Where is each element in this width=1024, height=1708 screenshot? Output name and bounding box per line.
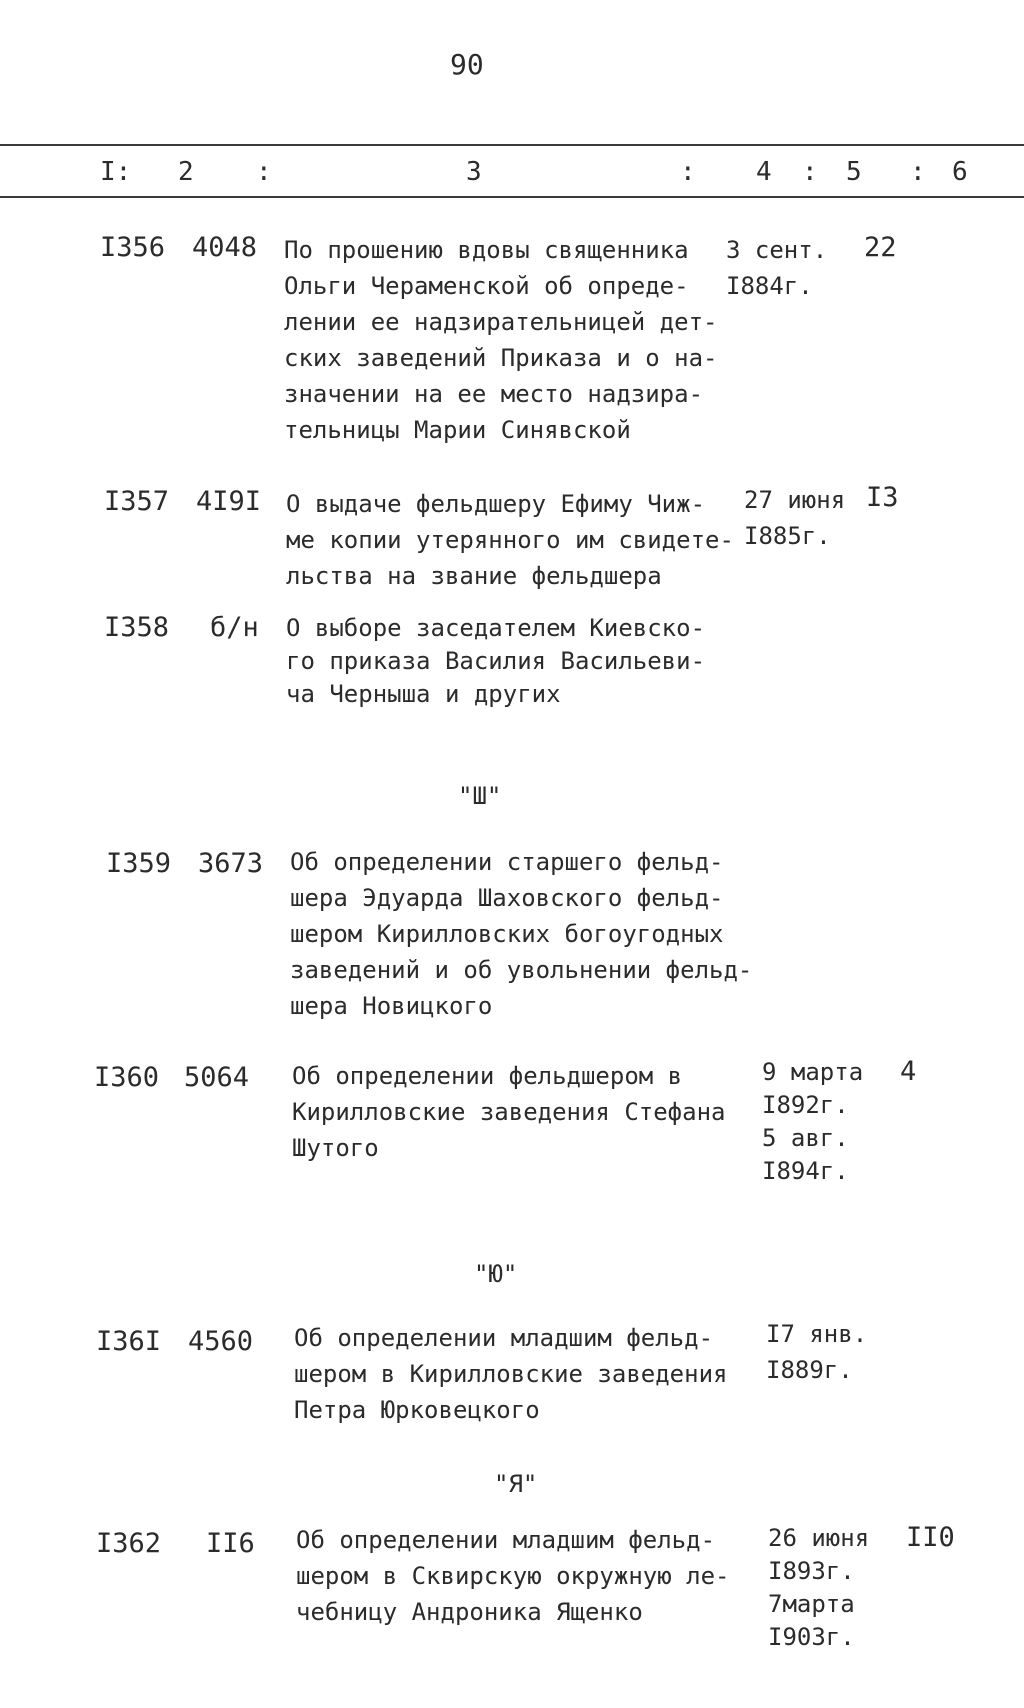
col-sep: : [802, 157, 818, 187]
sheet-count: II0 [906, 1522, 955, 1553]
entry-number: I356 [100, 232, 166, 263]
date-line: I7 янв. [766, 1320, 868, 1348]
col-header-3: 3 [466, 157, 482, 187]
entry-dates [766, 1316, 867, 1388]
file-number: 5064 [184, 1062, 250, 1093]
description-line: Кирилловские заведения Стефана [292, 1098, 726, 1126]
description-line: тельницы Марии Синявской [284, 416, 631, 444]
date-line: 7марта [768, 1590, 855, 1618]
entry-description [286, 612, 705, 711]
file-number: 4I9I [196, 486, 262, 517]
page-number: 90 [450, 48, 484, 81]
description-line: го приказа Василия Васильеви- [286, 647, 706, 675]
description-line: льства на звание фельдшера [286, 562, 662, 590]
file-number: II6 [206, 1528, 255, 1559]
date-line: 3 сент. [726, 236, 828, 264]
description-line: Об определении младшим фельд- [294, 1324, 714, 1352]
description-line: Петра Юрковецкого [294, 1396, 540, 1424]
entry-description [284, 232, 717, 448]
col-header-5: 5 [846, 157, 862, 187]
date-line: I889г. [766, 1356, 853, 1384]
description-line: заведений и об увольнении фельд- [290, 956, 753, 984]
file-number: 3673 [198, 848, 264, 879]
date-line: 5 авг. [762, 1124, 849, 1152]
file-number: б/н [210, 612, 259, 643]
entry-number: I359 [106, 848, 172, 879]
entry-description [294, 1320, 727, 1428]
col-header-6: 6 [952, 157, 968, 187]
entry-number: I360 [94, 1062, 160, 1093]
description-line: шером в Кирилловские заведения [294, 1360, 728, 1388]
description-line: По прошению вдовы священника [284, 236, 689, 264]
entry-dates [762, 1056, 863, 1188]
date-line: 26 июня [768, 1524, 870, 1552]
description-line: ме копии утерянного им свидете- [286, 526, 734, 554]
date-line: I892г. [762, 1091, 849, 1119]
description-line: шера Эдуарда Шаховского фельд- [290, 884, 724, 912]
col-sep: : [910, 157, 926, 187]
entry-description [286, 486, 734, 594]
header-rule-bottom [0, 196, 1024, 198]
date-line: I893г. [768, 1557, 855, 1585]
description-line: Ольги Чераменской об опреде- [284, 272, 689, 300]
entry-dates [744, 482, 845, 554]
description-line: чебницу Андроника Ященко [296, 1598, 643, 1626]
entry-description [292, 1058, 725, 1166]
description-line: шером в Сквирскую окружную ле- [296, 1562, 730, 1590]
description-line: О выдаче фельдшеру Ефиму Чиж- [286, 490, 706, 518]
date-line: I894г. [762, 1157, 849, 1185]
date-line: 27 июня [744, 486, 846, 514]
description-line: Об определении старшего фельд- [290, 848, 724, 876]
entry-number: I358 [104, 612, 170, 643]
sheet-count: I3 [866, 482, 899, 513]
entry-dates [768, 1522, 869, 1654]
date-line: I884г. [726, 272, 813, 300]
entry-dates [726, 232, 827, 304]
section-heading-ya: "Я" [494, 1470, 538, 1498]
description-line: Шутого [292, 1134, 379, 1162]
description-line: шера Новицкого [290, 992, 493, 1020]
file-number: 4560 [188, 1326, 254, 1357]
description-line: шером Кирилловских богоугодных [290, 920, 724, 948]
entry-number: I36I [96, 1326, 162, 1357]
description-line: О выборе заседателем Киевско- [286, 614, 706, 642]
description-line: ча Черныша и других [286, 680, 561, 708]
entry-description [296, 1522, 729, 1630]
description-line: ских заведений Приказа и о на- [284, 344, 718, 372]
col-sep: : [680, 157, 696, 187]
file-number: 4048 [192, 232, 258, 263]
description-line: Об определении фельдшером в [292, 1062, 683, 1090]
date-line: I903г. [768, 1623, 855, 1651]
entry-description [290, 844, 752, 1024]
date-line: 9 марта [762, 1058, 864, 1086]
entry-number: I362 [96, 1528, 162, 1559]
section-heading-yu: "Ю" [474, 1260, 518, 1288]
description-line: лении ее надзирательницей дет- [284, 308, 718, 336]
col-sep: : [256, 157, 272, 187]
description-line: Об определении младшим фельд- [296, 1526, 716, 1554]
col-header-4: 4 [756, 157, 772, 187]
section-heading-sha: "Ш" [458, 782, 502, 810]
sheet-count: 22 [864, 232, 897, 263]
sheet-count: 4 [900, 1056, 917, 1087]
col-header-2: 2 [178, 157, 194, 187]
header-rule-top [0, 144, 1024, 146]
date-line: I885г. [744, 522, 831, 550]
description-line: значении на ее место надзира- [284, 380, 704, 408]
entry-number: I357 [104, 486, 170, 517]
col-header-1: I: [100, 157, 132, 187]
